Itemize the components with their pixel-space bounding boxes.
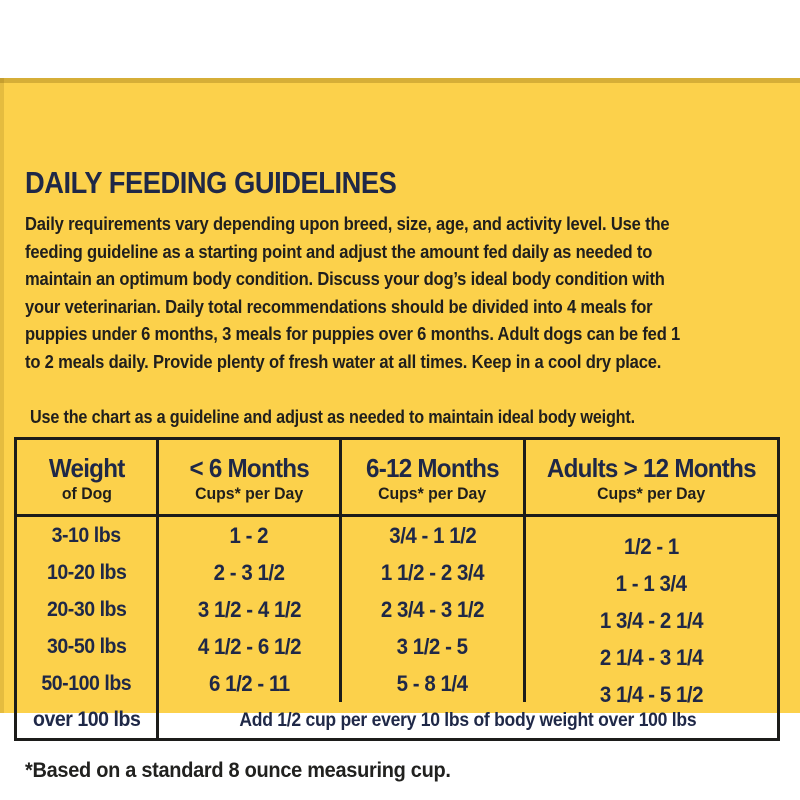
column-title: < 6 Months [189,452,309,483]
cups-adults-cell [523,517,777,559]
cups-value: 6 1/2 - 11 [208,670,290,696]
cups-value: 5 - 8 1/4 [397,670,468,696]
cups-adults-cell [523,665,777,707]
cups-adults-cell [523,628,777,670]
intro-line: puppies under 6 months, 3 meals for puppies over 6 months. Adult dogs can be fed 1 [25,324,681,344]
intro-line: Daily requirements vary depending upon breed, size, age, and activity level. Use the [25,214,670,234]
weight-range: 10-20 lbs [46,560,127,584]
cups-6-12-months-cell [339,517,523,554]
intro-line: maintain an optimum body condition. Discuss your dog’s ideal body condition with [25,269,665,289]
column-title: 6-12 Months [366,452,499,483]
column-subtitle: of Dog [61,483,112,503]
weight-cell [17,591,156,628]
cups-6-12-months-cell [339,665,523,702]
cups-value: 1 3/4 - 2 1/4 [599,607,704,633]
intro-line: your veterinarian. Daily total recommendations should be divided into 4 meals for [25,296,653,317]
cups-value: 1 1/2 - 2 3/4 [380,559,485,585]
weight-cell [17,628,156,665]
weight-range: 20-30 lbs [46,597,127,621]
column-subtitle: Cups* per Day [597,483,706,503]
cups-adults-cell [523,554,777,596]
weight-cell-over-100 [17,702,156,738]
column-title: Weight [48,452,125,483]
guidelines-panel [0,78,800,782]
weight-range: 3-10 lbs [51,523,122,547]
cups-6-12-months-cell [339,591,523,628]
chart-usage-note: Use the chart as a guideline and adjust as needed to maintain ideal body weight. [30,407,635,427]
cups-value: 3 1/4 - 5 1/2 [599,681,704,707]
weight-range: 30-50 lbs [46,634,127,658]
cups-value: 2 1/4 - 3 1/4 [599,644,704,670]
cups-value: 3/4 - 1 1/2 [388,522,477,548]
page-title: DAILY FEEDING GUIDELINES [25,165,397,200]
column-subtitle: Cups* per Day [194,483,304,503]
weight-cell [17,517,156,554]
cups-6-12-months-cell [339,628,523,665]
cups-value: 2 - 3 1/2 [213,559,285,585]
cups-6-12-months-cell [339,554,523,591]
intro-line: to 2 meals daily. Provide plenty of fresh water at all times. Keep in a cool dry place. [25,351,662,372]
weight-range: over 100 lbs [32,708,141,731]
over-100-note: Add 1/2 cup per every 10 lbs of body weight over 100 lbs [239,708,697,731]
cups-under-6-months-cell [156,517,339,554]
column-header-weight [17,440,156,517]
cups-under-6-months-cell [156,591,339,628]
cups-value: 3 1/2 - 4 1/2 [197,596,301,622]
column-header-6-12-months [339,440,523,517]
cups-value: 2 3/4 - 3 1/2 [380,596,485,622]
cups-value: 3 1/2 - 5 [397,633,468,659]
intro-paragraph [25,211,737,376]
column-subtitle: Cups* per Day [378,483,487,503]
weight-cell [17,665,156,702]
cups-under-6-months-cell [156,554,339,591]
cups-under-6-months-cell [156,628,339,665]
column-title: Adults > 12 Months [547,452,756,483]
weight-cell [17,554,156,591]
cups-value: 1 - 1 3/4 [616,570,687,596]
cups-value: 1/2 - 1 [624,533,679,559]
column-header-under-6-months [156,440,339,517]
cups-under-6-months-cell [156,665,339,702]
column-header-adults [523,440,777,517]
weight-range: 50-100 lbs [41,671,132,695]
intro-line: feeding guideline as a starting point and adjust the amount fed daily as needed to [25,241,653,262]
cups-adults-cell [523,591,777,633]
measuring-cup-footnote: *Based on a standard 8 ounce measuring cup. [25,759,451,782]
feeding-table [14,437,780,741]
cups-value: 4 1/2 - 6 1/2 [197,633,301,659]
cups-value: 1 - 2 [229,522,269,548]
